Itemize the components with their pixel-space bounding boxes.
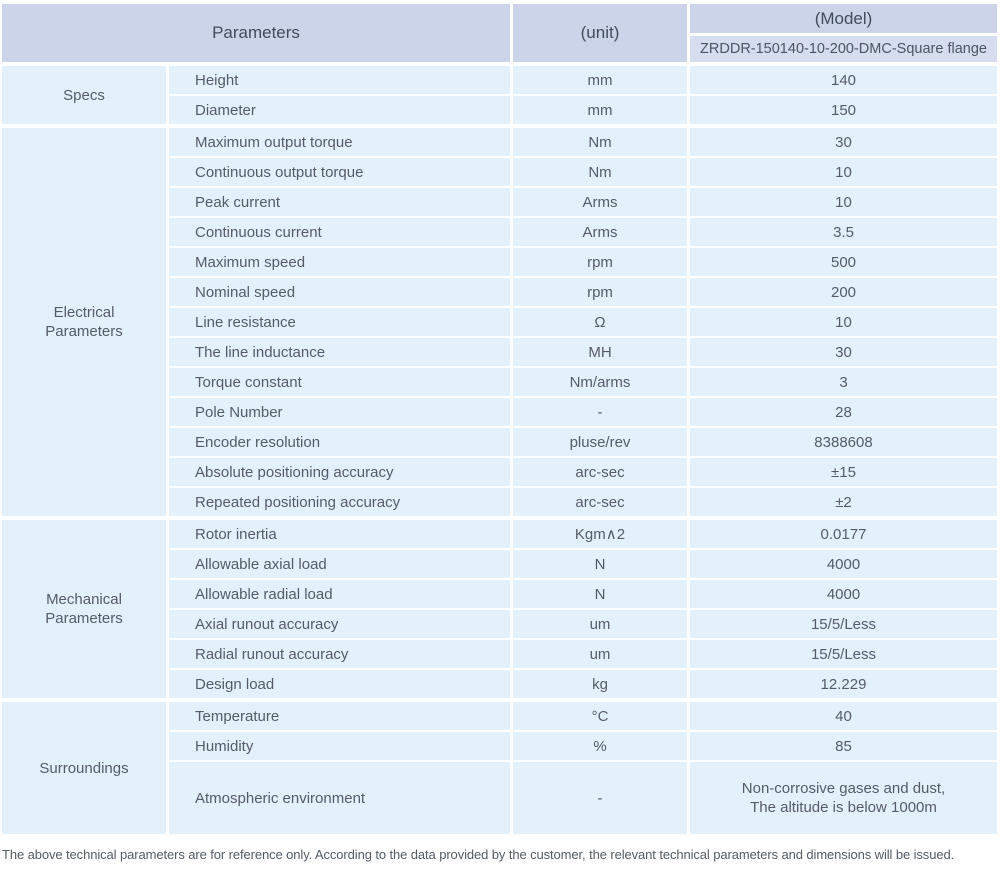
value-cell: ±15 (690, 458, 997, 486)
value-cell: 10 (690, 308, 997, 336)
section-label (2, 128, 166, 516)
param-cell: Pole Number (169, 398, 510, 426)
section-label (2, 66, 166, 124)
value-cell: 140 (690, 66, 997, 94)
unit-cell: kg (513, 670, 687, 698)
model-header-label: (Model) (814, 8, 873, 28)
model-name-cell (690, 36, 997, 62)
specification-table (2, 4, 997, 862)
value-cell: 500 (690, 248, 997, 276)
value-cell: 85 (690, 732, 997, 760)
unit-cell: arc-sec (513, 488, 687, 516)
value-cell: 30 (690, 128, 997, 156)
parameters-header-cell (2, 4, 510, 62)
value-cell: 10 (690, 158, 997, 186)
value-cell: 4000 (690, 580, 997, 608)
section-label-line: Parameters (45, 323, 123, 340)
param-cell: Line resistance (169, 308, 510, 336)
param-cell: Temperature (169, 702, 510, 730)
value-cell: 10 (690, 188, 997, 216)
model-header-column (690, 4, 997, 62)
param-cell: Axial runout accuracy (169, 610, 510, 638)
section-label-line: Mechanical (46, 591, 122, 608)
section-label-line: Electrical (53, 304, 115, 321)
parameters-header-label: Parameters (212, 23, 300, 42)
param-cell: Atmospheric environment (169, 762, 510, 834)
section-electrical-parameters (2, 128, 997, 516)
unit-cell: Kgm∧2 (513, 520, 687, 548)
value-cell: 15/5/Less (690, 640, 997, 668)
value-cell: 15/5/Less (690, 610, 997, 638)
param-cell: Encoder resolution (169, 428, 510, 456)
unit-cell: rpm (513, 248, 687, 276)
value-cell: 200 (690, 278, 997, 306)
model-header-cell (690, 4, 997, 33)
unit-cell: - (513, 762, 687, 834)
unit-cell: rpm (513, 278, 687, 306)
unit-cell: Nm (513, 128, 687, 156)
unit-cell: Ω (513, 308, 687, 336)
value-cell: 150 (690, 96, 997, 124)
value-cell: ±2 (690, 488, 997, 516)
param-cell: Continuous output torque (169, 158, 510, 186)
param-cell: Torque constant (169, 368, 510, 396)
param-cell: Maximum speed (169, 248, 510, 276)
unit-header-cell (513, 4, 687, 62)
param-cell: Humidity (169, 732, 510, 760)
section-label-line: Surroundings (39, 759, 129, 777)
unit-cell: % (513, 732, 687, 760)
unit-cell: Nm/arms (513, 368, 687, 396)
value-cell: 12.229 (690, 670, 997, 698)
unit-cell: mm (513, 96, 687, 124)
value-cell: 40 (690, 702, 997, 730)
unit-cell: Nm (513, 158, 687, 186)
section-mechanical-parameters (2, 520, 997, 698)
param-cell: Nominal speed (169, 278, 510, 306)
table-header (2, 4, 997, 62)
unit-cell: N (513, 550, 687, 578)
param-cell: Radial runout accuracy (169, 640, 510, 668)
section-surroundings (2, 702, 997, 834)
value-cell: 30 (690, 338, 997, 366)
unit-cell: mm (513, 66, 687, 94)
unit-cell: um (513, 610, 687, 638)
table-body (2, 66, 997, 834)
value-multiline: Non-corrosive gases and dust, The altitude is below 1000m (741, 780, 946, 816)
unit-cell: N (513, 580, 687, 608)
unit-cell: arc-sec (513, 458, 687, 486)
value-cell: 0.0177 (690, 520, 997, 548)
unit-header-label: (unit) (580, 23, 620, 42)
param-cell: The line inductance (169, 338, 510, 366)
value-cell: 4000 (690, 550, 997, 578)
param-cell: Allowable axial load (169, 550, 510, 578)
param-cell: Diameter (169, 96, 510, 124)
section-label-line: Specs (63, 86, 105, 104)
param-cell: Continuous current (169, 218, 510, 246)
unit-cell: MH (513, 338, 687, 366)
unit-cell: Arms (513, 218, 687, 246)
section-label (2, 520, 166, 698)
value-cell (690, 762, 997, 834)
param-cell: Allowable radial load (169, 580, 510, 608)
unit-cell: - (513, 398, 687, 426)
param-cell: Absolute positioning accuracy (169, 458, 510, 486)
param-cell: Rotor inertia (169, 520, 510, 548)
value-cell: 28 (690, 398, 997, 426)
value-cell: 8388608 (690, 428, 997, 456)
value-cell: 3 (690, 368, 997, 396)
param-cell: Repeated positioning accuracy (169, 488, 510, 516)
section-label-line: Parameters (45, 610, 123, 627)
unit-cell: um (513, 640, 687, 668)
footnote-text: The above technical parameters are for reference only. According to the data provided by the customer, the relevant technical parameters and dimensions will be issued. (2, 847, 955, 862)
model-name-text: ZRDDR-150140-10-200-DMC-Square flange (700, 41, 987, 57)
unit-cell: Arms (513, 188, 687, 216)
param-cell: Peak current (169, 188, 510, 216)
section-label (2, 702, 166, 834)
section-specs (2, 66, 997, 124)
unit-cell: pluse/rev (513, 428, 687, 456)
param-cell: Maximum output torque (169, 128, 510, 156)
param-cell: Height (169, 66, 510, 94)
param-cell: Design load (169, 670, 510, 698)
unit-cell: °C (513, 702, 687, 730)
value-cell: 3.5 (690, 218, 997, 246)
